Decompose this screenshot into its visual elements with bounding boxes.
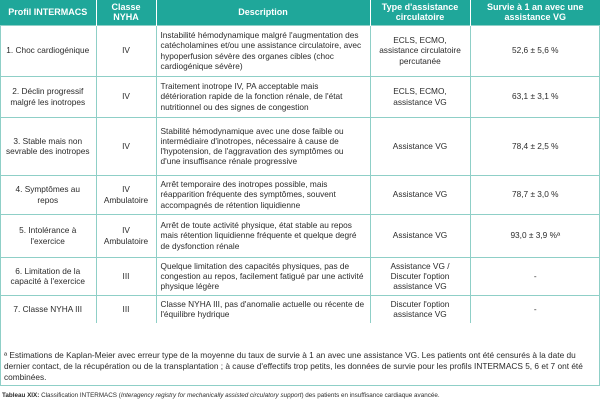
cell-description: Classe NYHA III, pas d'anomalie actuelle ou récente de l'équilibre hydrique [156,295,370,323]
header-assistance: Type d'assistance circulatoire [370,0,470,25]
cell-description: Quelque limitation des capacités physiques, pas de congestion au repos, facilement fatigué par une activité physique légère [156,257,370,295]
cell-description: Arrêt de toute activité physique, état stable au repos mais rétention liquidienne fréquente et quelque degré de dysfonction rénale [156,214,370,257]
table-row [0,25,600,76]
table-row [0,295,600,323]
cell-survie: 52,6 ± 5,6 % [470,25,600,76]
cell-survie: 93,0 ± 3,9 %ª [470,214,600,257]
cell-assistance: ECLS, ECMO, assistance VG [370,76,470,117]
caption-label: Tableau XIX: [2,392,40,399]
cell-nyha: III [96,257,156,295]
cell-nyha: IV [96,25,156,76]
cell-profil: 2. Déclin progressif malgré les inotropes [0,76,96,117]
table-row [0,76,600,117]
cell-nyha: III [96,295,156,323]
cell-assistance: Assistance VG [370,214,470,257]
cell-description: Arrêt temporaire des inotropes possible, mais réapparition fréquente des symptômes, souvent accompagnés de rétention liquidienne [156,175,370,214]
cell-assistance: Assistance VG [370,117,470,175]
cell-nyha: IV [96,117,156,175]
header-profil: Profil INTERMACS [0,0,96,25]
cell-assistance: Assistance VG [370,175,470,214]
header-nyha: Classe NYHA [96,0,156,25]
header-description: Description [156,0,370,25]
cell-profil: 4. Symptômes au repos [0,175,96,214]
table-caption [2,392,598,400]
cell-survie: - [470,295,600,323]
caption-text-after: ) des patients en insuffisance cardiaque avancée. [301,392,440,399]
header-survie: Survie à 1 an avec une assistance VG [470,0,600,25]
cell-description: Stabilité hémodynamique avec une dose faible ou intermédiaire d'inotropes, nécessaire à cause de l'hypotension, de l'aggravation des symptômes ou d'une insuffisance rénale progressive [156,117,370,175]
cell-survie: - [470,257,600,295]
cell-survie: 78,4 ± 2,5 % [470,117,600,175]
cell-survie: 78,7 ± 3,0 % [470,175,600,214]
cell-description: Traitement inotrope IV, PA acceptable mais détérioration rapide de la fonction rénale, de l'état nutritionnel ou des signes de congestion [156,76,370,117]
cell-assistance: Discuter l'option assistance VG [370,295,470,323]
cell-assistance: ECLS, ECMO, assistance circulatoire percutanée [370,25,470,76]
table-footnote: ª Estimations de Kaplan-Meier avec erreur type de la moyenne du taux de survie à 1 an avec une assistance VG. Les patients ont été censurés à la date du dernier contact, de la récupération ou de la transplantation ; à cause d'effectifs trop petits, les données de survie pour les profils INTERMACS 5, 6 et 7 ont été combinées. [4,350,583,382]
cell-assistance: Assistance VG / Discuter l'option assistance VG [370,257,470,295]
cell-profil: 5. Intolérance à l'exercice [0,214,96,257]
cell-profil: 1. Choc cardiogénique [0,25,96,76]
cell-nyha: IV Ambulatoire [96,214,156,257]
table-row [0,214,600,257]
cell-nyha: IV Ambulatoire [96,175,156,214]
table-row [0,257,600,295]
cell-nyha: IV [96,76,156,117]
cell-description: Instabilité hémodynamique malgré l'augmentation des catécholamines et/ou une assistance circulatoire, avec hypoperfusion sévère des organes cibles (choc cardiogénique sévère) [156,25,370,76]
table-row [0,117,600,175]
header-row [0,0,600,25]
table-row [0,175,600,214]
cell-survie: 63,1 ± 3,1 % [470,76,600,117]
cell-profil: 3. Stable mais non sevrable des inotropes [0,117,96,175]
caption-italic: Interagency registry for mechanically assisted circulatory support [120,392,302,399]
cell-profil: 6. Limitation de la capacité à l'exercice [0,257,96,295]
caption-text-before: Classification INTERMACS ( [39,392,121,399]
cell-profil: 7. Classe NYHA III [0,295,96,323]
